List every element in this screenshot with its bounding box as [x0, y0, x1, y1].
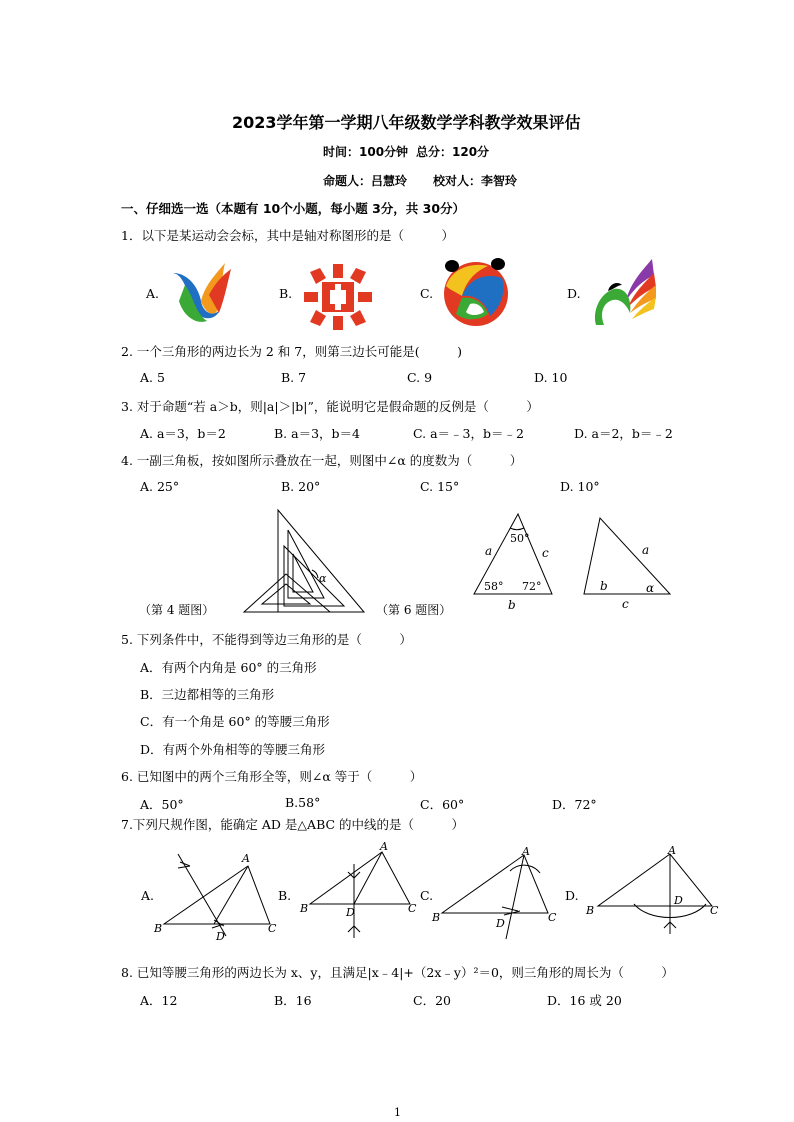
q4-figure-caption: （第 4 题图） [139, 603, 215, 617]
q7d-point-b: B [586, 904, 595, 917]
q1-stem: 1．以下是某运动会会标，其中是轴对称图形的是（ ） [121, 228, 454, 243]
q7-figure-b [296, 842, 426, 944]
exam-checker: 校对人：李智玲 [433, 174, 518, 188]
q3-opt-c: C. a＝﹣3，b＝﹣2 [413, 426, 524, 441]
q5-opt-c: C．有一个角是 60° 的等腰三角形 [140, 714, 330, 729]
q5-opt-d: D．有两个外角相等的等腰三角形 [140, 742, 326, 757]
q7a-point-d: D [216, 930, 225, 943]
q6-opt-a: A．50° [140, 797, 184, 812]
section-heading: 一、仔细选一选（本题有 10个小题，每小题 3分，共 30分） [121, 201, 466, 216]
q5-opt-a: A．有两个内角是 60° 的三角形 [140, 660, 317, 675]
q2-opt-b: B. 7 [281, 370, 307, 385]
q4-opt-c: C. 15° [420, 479, 460, 494]
q6-opt-b: B.58° [285, 795, 321, 810]
t1-left-angle: 58° [484, 580, 504, 593]
q8-opt-c: C．20 [413, 993, 451, 1008]
q2-stem: 2. 一个三角形的两边长为 2 和 7，则第三边长可能是( ) [121, 344, 462, 359]
q7-stem: 7.下列尺规作图，能确定 AD 是△ABC 的中线的是（ ） [121, 817, 465, 832]
q8-opt-a: A．12 [140, 993, 178, 1008]
t2-side-b: b [600, 579, 608, 593]
q3-opt-a: A. a＝3，b＝2 [140, 426, 226, 441]
logo-d-image [592, 255, 658, 330]
q6-figure-caption: （第 6 题图） [376, 603, 452, 617]
q6-opt-d: D．72° [552, 797, 597, 812]
q4-opt-b: B. 20° [281, 479, 321, 494]
q7-figure-a [150, 848, 280, 944]
q7-opt-d: D. [565, 888, 579, 903]
t1-right-angle: 72° [522, 580, 542, 593]
q3-opt-b: B. a＝3，b＝4 [274, 426, 360, 441]
q7d-point-d: D [674, 894, 683, 907]
logo-b-image [302, 262, 374, 332]
q6-triangle-2 [578, 514, 678, 614]
q7c-point-a: A [522, 845, 530, 858]
q7d-point-a: A [668, 844, 676, 857]
q6-triangle-1 [466, 508, 566, 616]
exam-time: 时间：100分钟 [323, 145, 409, 159]
q2-opt-d: D. 10 [534, 370, 568, 385]
exam-total-score: 总分：120分 [416, 145, 490, 159]
q2-opt-a: A. 5 [140, 370, 165, 385]
q4-alpha-label: α [319, 572, 327, 585]
q1-opt-c: C. [420, 286, 434, 301]
q4-figure [240, 508, 370, 616]
q2-opt-c: C. 9 [407, 370, 433, 385]
logo-c-image [440, 256, 512, 328]
q7b-point-b: B [300, 902, 309, 915]
q8-opt-d: D．16 或 20 [547, 993, 622, 1008]
exam-author: 命题人：吕慧玲 [323, 174, 408, 188]
q1-opt-a: A. [146, 286, 160, 301]
q7-opt-a: A. [141, 888, 155, 903]
q6-opt-c: C．60° [420, 797, 465, 812]
t1-side-b: b [508, 598, 516, 612]
q1-opt-b: B. [279, 286, 293, 301]
q3-opt-d: D. a＝2，b＝﹣2 [574, 426, 673, 441]
q5-stem: 5. 下列条件中，不能得到等边三角形的是（ ） [121, 632, 412, 647]
q7-figure-c [430, 845, 564, 943]
q6-stem: 6. 已知图中的两个三角形全等，则∠α 等于（ ） [121, 769, 423, 784]
q4-stem: 4. 一副三角板，按如图所示叠放在一起，则图中∠α 的度数为（ ） [121, 453, 523, 468]
q4-opt-a: A. 25° [140, 479, 180, 494]
q7c-point-c: C [548, 911, 557, 924]
q4-opt-d: D. 10° [560, 479, 600, 494]
q7-opt-c: C. [420, 888, 434, 903]
page-number: 1 [394, 1106, 401, 1119]
q7a-point-a: A [242, 852, 250, 865]
q7c-point-b: B [432, 911, 441, 924]
q8-opt-b: B．16 [274, 993, 312, 1008]
t2-side-c: c [622, 597, 629, 611]
q7-opt-b: B. [278, 888, 292, 903]
q7a-point-c: C [268, 922, 277, 935]
q1-opt-d: D. [567, 286, 581, 301]
q7d-point-c: C [710, 904, 719, 917]
t2-side-a: a [642, 543, 650, 557]
q7-figure-d [584, 842, 724, 944]
q5-opt-b: B．三边都相等的三角形 [140, 687, 275, 702]
q7a-point-b: B [154, 922, 163, 935]
t1-side-a: a [485, 544, 493, 558]
q7b-point-a: A [380, 842, 388, 853]
q7b-point-d: D [346, 906, 355, 919]
q7c-point-d: D [496, 917, 505, 930]
page-title: 2023学年第一学期八年级数学学科教学效果评估 [232, 113, 581, 132]
q3-stem: 3. 对于命题“若 a＞b，则|a|＞|b|”，能说明它是假命题的反例是（ ） [121, 399, 539, 414]
logo-a-image [165, 255, 235, 330]
t1-top-angle: 50° [510, 532, 530, 545]
t1-side-c: c [542, 546, 549, 560]
q8-stem: 8. 已知等腰三角形的两边长为 x、y，且满足|x﹣4|+（2x﹣y）²＝0，则三角形的周长为（ ） [121, 965, 674, 980]
q7b-point-c: C [408, 902, 417, 915]
t2-alpha: α [646, 581, 655, 595]
